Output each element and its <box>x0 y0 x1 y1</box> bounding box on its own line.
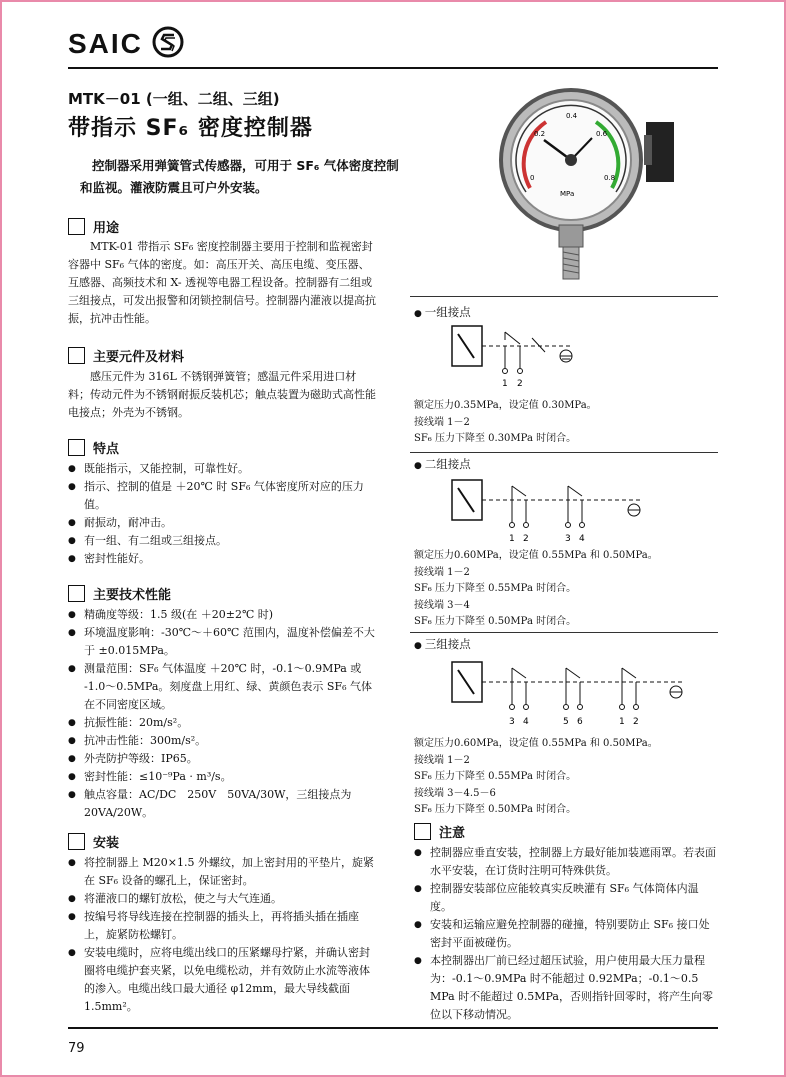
section-box-icon <box>68 439 85 456</box>
install-list <box>68 854 378 1016</box>
section-caution-title: 注意 <box>414 822 465 841</box>
contact-three-notes <box>414 736 714 819</box>
list-item: ● 触点容量：AC/DC 250V 50VA/30W，三组接点为 20VA/20W。 <box>68 786 378 822</box>
divider <box>410 632 718 633</box>
list-item: ● 控制器安装部位应能较真实反映灌有 SF₆ 气体筒体内温度。 <box>414 880 718 916</box>
note-line: SF₆ 压力下降至 0.55MPa 时闭合。 <box>414 583 577 594</box>
note-line: 接线端 1－2 <box>414 754 470 766</box>
contact-two-title: ● 二组接点 <box>414 456 471 472</box>
scale-0: 0 <box>530 174 535 182</box>
list-item: ● 环境温度影响：-30℃～＋60℃ 范围内，温度补偿偏差不大于 ±0.015MPa。 <box>68 624 378 660</box>
list-item: ● 抗振性能：20m/s²。 <box>68 714 378 732</box>
model-line: MTK－01 (一组、二组、三组) <box>68 90 280 108</box>
list-item: ● 精确度等级：1.5 级(在 ＋20±2℃ 时) <box>68 606 378 624</box>
note-line: SF₆ 压力下降至 0.50MPa 时闭合。 <box>414 804 577 815</box>
gauge-product-photo <box>496 80 682 286</box>
list-item: ● 按编号将导线连接在控制器的插头上，再将插头插在插座上，旋紧防松螺钉。 <box>68 908 378 944</box>
caution-list <box>414 844 718 1024</box>
section-box-icon <box>68 833 85 850</box>
section-materials-title: 主要元件及材料 <box>68 346 184 365</box>
note-line: 接线端 1－2 <box>414 566 470 578</box>
terminal-label: 2 <box>523 534 529 544</box>
contact-three-diagram <box>450 654 700 730</box>
materials-text: 感压元件为 316L 不锈钢弹簧管；感温元件采用进口材料；传动元件为不锈钢耐振反装机芯；触点装置为磁助式高性能电接点；外壳为不锈钢。 <box>68 370 376 419</box>
divider <box>410 452 718 453</box>
list-item: ● 安装电缆时，应将电缆出线口的压紧螺母拧紧，并确认密封圈将电缆护套夹紧，以免电缆松动，并有效防止水流等液体的渗入。电缆出线口最大通径 φ12mm，最大导线截面 1.5mm²。 <box>68 944 378 1016</box>
list-item: ● 本控制器出厂前已经过超压试验，用户使用最大压力量程为：-0.1～0.9MPa 时不能超过 0.92MPa；-0.1～0.5 MPa 时不能超过 0.5MPa，否则指针回零时，将产生向零位以下移动情况。 <box>414 952 718 1024</box>
list-item: ● 抗冲击性能：300m/s²。 <box>68 732 378 750</box>
note-line: SF₆ 压力下降至 0.30MPa 时闭合。 <box>414 433 577 444</box>
section-install-title: 安装 <box>68 832 119 851</box>
footer-rule <box>68 1027 718 1029</box>
scale-04: 0.4 <box>566 112 578 120</box>
terminal-label: 4 <box>579 534 585 544</box>
section-usage-title: 用途 <box>68 217 119 236</box>
contact-two-notes <box>414 548 714 631</box>
list-item: ● 将控制器上 M20×1.5 外螺纹，加上密封用的平垫片，旋紧在 SF₆ 设备的螺孔上，保证密封。 <box>68 854 378 890</box>
list-item: ● 安装和运输应避免控制器的碰撞，特别要防止 SF₆ 接口处密封平面被碰伤。 <box>414 916 718 952</box>
contact-three-title: ● 三组接点 <box>414 636 471 652</box>
note-line: SF₆ 压力下降至 0.55MPa 时闭合。 <box>414 771 577 782</box>
saic-s-emblem-icon <box>152 26 184 58</box>
terminal-label: 5 <box>563 717 569 727</box>
scale-08: 0.8 <box>604 174 616 182</box>
list-item: ● 外壳防护等级：IP65。 <box>68 750 378 768</box>
contact-two-diagram <box>450 474 660 546</box>
terminal-label: 3 <box>565 534 571 544</box>
section-box-icon <box>68 585 85 602</box>
note-line: 额定压力0.60MPa，设定值 0.55MPa 和 0.50MPa。 <box>414 738 658 749</box>
contact-one-notes <box>414 398 714 448</box>
note-line: 额定压力0.60MPa，设定值 0.55MPa 和 0.50MPa。 <box>414 550 658 561</box>
note-line: 接线端 3－4.5－6 <box>414 787 496 799</box>
terminal-label: 2 <box>633 717 639 727</box>
scale-02: 0.2 <box>534 130 546 138</box>
section-box-icon <box>68 218 85 235</box>
list-item: ● 密封性能好。 <box>68 550 378 568</box>
specs-list <box>68 606 378 822</box>
header-rule <box>68 67 718 69</box>
list-item: ● 测量范围：SF₆ 气体温度 ＋20℃ 时，-0.1～0.9MPa 或 -1.0～0.5MPa。刻度盘上用红、绿、黄颜色表示 SF₆ 气体在不同密度区域。 <box>68 660 378 714</box>
section-box-icon <box>68 347 85 364</box>
terminal-label: 1 <box>509 534 515 544</box>
scale-06: 0.6 <box>596 130 608 138</box>
list-item: ● 有一组、有二组或三组接点。 <box>68 532 378 550</box>
terminal-label: 1 <box>619 717 625 727</box>
list-item: ● 指示、控制的值是 ＋20℃ 时 SF₆ 气体密度所对应的压力值。 <box>68 478 378 514</box>
terminal-label: 6 <box>577 717 583 727</box>
page-number: 79 <box>68 1041 85 1056</box>
terminal-label: 1 <box>502 379 508 389</box>
contact-one-diagram <box>450 322 590 392</box>
usage-text: MTK-01 带指示 SF₆ 密度控制器主要用于控制和监视密封容器中 SF₆ 气体的密度。如：高压开关、高压电缆、变压器、互感器、高频技术和 X- 透视等电器工程设备。控制器有二组或三组接点，可发出报警和闭锁控制信号。控制器内灌液以提高抗振，抗冲击性能。 <box>68 240 376 325</box>
list-item: ● 既能指示，又能控制，可靠性好。 <box>68 460 378 478</box>
note-line: 接线端 3－4 <box>414 599 470 611</box>
note-line: 接线端 1－2 <box>414 416 470 428</box>
terminal-label: 3 <box>509 717 515 727</box>
section-box-icon <box>414 823 431 840</box>
contact-one-title: ● 一组接点 <box>414 304 471 320</box>
divider <box>410 296 718 297</box>
list-item: ● 控制器应垂直安装，控制器上方最好能加装遮雨罩。若表面水平安装，在订货时注明可特殊供货。 <box>414 844 718 880</box>
terminal-label: 2 <box>517 379 523 389</box>
page-title: 带指示 SF₆ 密度控制器 <box>68 116 313 141</box>
list-item: ● 密封性能：≤10⁻⁹Pa · m³/s。 <box>68 768 378 786</box>
note-line: 额定压力0.35MPa，设定值 0.30MPa。 <box>414 400 597 411</box>
section-features-title: 特点 <box>68 438 119 457</box>
list-item: ● 将灌液口的螺钉放松，使之与大气连通。 <box>68 890 378 908</box>
terminal-label: 4 <box>523 717 529 727</box>
section-specs-title: 主要技术性能 <box>68 584 171 603</box>
list-item: ● 耐振动，耐冲击。 <box>68 514 378 532</box>
gauge-unit: MPa <box>560 190 575 198</box>
intro-text: 控制器采用弹簧管式传感器，可用于 SF₆ 气体密度控制和监视。灌液防震且可户外安装。 <box>80 158 399 195</box>
features-list <box>68 460 378 568</box>
note-line: SF₆ 压力下降至 0.50MPa 时闭合。 <box>414 616 577 627</box>
brand-logo-text: SAIC <box>68 28 143 59</box>
